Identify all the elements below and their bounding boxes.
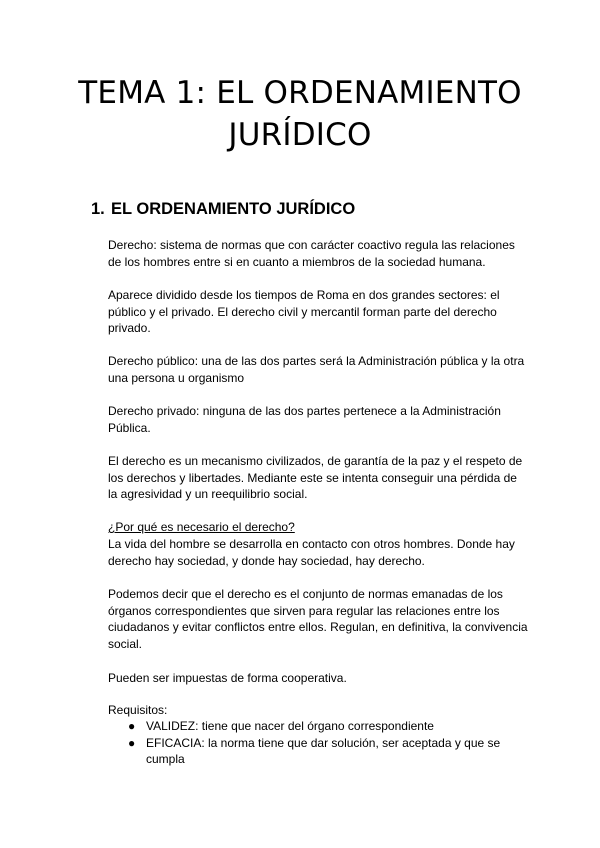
page-title: TEMA 1: EL ORDENAMIENTO JURÍDICO <box>78 75 522 153</box>
section-heading <box>91 198 355 220</box>
requisitos-list <box>108 718 528 768</box>
list-item <box>108 718 528 735</box>
paragraph-derecho-publico: Derecho público: una de las dos partes será la Administración pública y la otra una persona u organismo <box>108 354 525 385</box>
section-heading-text: EL ORDENAMIENTO JURÍDICO <box>111 200 356 218</box>
paragraph-derecho-privado: Derecho privado: ninguna de las dos partes pertenece a la Administración Pública. <box>108 404 501 435</box>
section-number: 1. <box>91 200 105 218</box>
bullet-icon: ● <box>128 735 136 750</box>
paragraph-vida: La vida del hombre se desarrolla en contacto con otros hombres. Donde hay derecho hay sociedad, y donde hay sociedad, hay derecho. <box>108 537 515 568</box>
paragraph-derecho: Derecho: sistema de normas que con carácter coactivo regula las relaciones de los hombres entre si en cuanto a miembros de la sociedad humana. <box>108 238 515 269</box>
list-item <box>108 735 528 768</box>
list-item-text: EFICACIA: la norma tiene que dar solución, ser aceptada y que se cumpla <box>146 735 501 766</box>
paragraph-impuestas: Pueden ser impuestas de forma cooperativa. <box>108 671 347 685</box>
paragraph-conjunto: Podemos decir que el derecho es el conjunto de normas emanadas de los órganos correspondientes que sirven para regular las relaciones entre los ciudadanos y evitar conflictos entre ellos. Regulan, en definitiva, la convivencia social. <box>108 587 528 651</box>
paragraph-division: Aparece dividido desde los tiempos de Roma en dos grandes sectores: el público y el privado. El derecho civil y mercantil forman parte del derecho privado. <box>108 288 500 335</box>
requisitos-label: Requisitos: <box>108 703 168 717</box>
list-item-text: VALIDEZ: tiene que nacer del órgano correspondiente <box>146 719 434 733</box>
bullet-icon: ● <box>128 719 136 733</box>
paragraph-mecanismo: El derecho es un mecanismo civilizados, de garantía de la paz y el respeto de los derechos y libertades. Mediante este se intenta conseguir una pérdida de la agresividad y un reequilibrio social. <box>108 454 523 501</box>
question-heading: ¿Por qué es necesario el derecho? <box>108 520 295 534</box>
